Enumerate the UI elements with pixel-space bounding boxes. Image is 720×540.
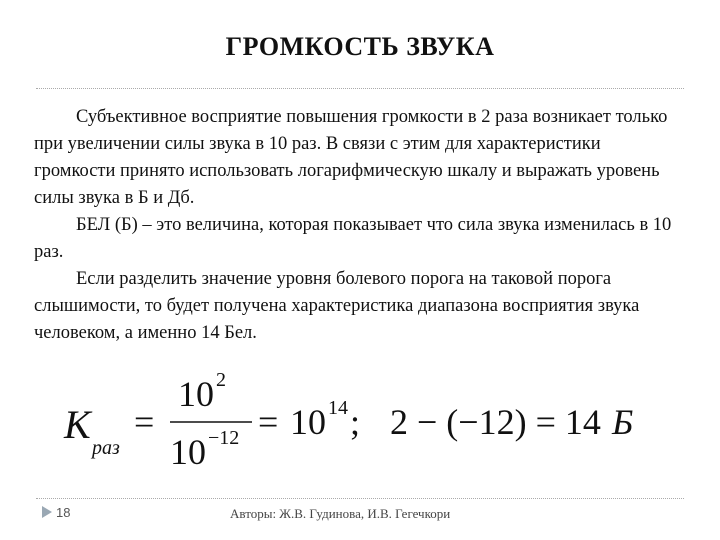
slide-title: ГРОМКОСТЬ ЗВУКА [225, 32, 495, 61]
bottom-divider [36, 498, 684, 499]
top-divider [36, 88, 684, 89]
formula-second-expression: 2 − (−12) = 14 [390, 402, 601, 442]
paragraph-2: БЕЛ (Б) – это величина, которая показывает что сила звука изменилась в 10 раз. [34, 215, 672, 262]
formula-numerator-exponent: 2 [216, 369, 226, 391]
slide-body [34, 104, 680, 347]
formula-k: K [64, 402, 91, 447]
formula-result-base: 10 [290, 402, 326, 442]
footer-authors: Авторы: Ж.В. Гудинова, И.В. Гегечкори [230, 506, 451, 521]
paragraph-3: Если разделить значение уровня болевого порога на таковой порога слышимости, то будет получена характеристика диапазона восприятия звука человеком, а именно 14 Бел. [34, 269, 640, 343]
formula-result-exponent: 14 [328, 397, 348, 419]
formula-k-subscript: раз [92, 437, 120, 459]
formula-denominator-base: 10 [170, 432, 206, 472]
formula-equals-1: = [134, 402, 155, 442]
formula-separator: ; [350, 402, 361, 442]
formula-unit: Б [612, 402, 634, 442]
page-number: 18 [56, 505, 71, 520]
formula-equals-2: = [258, 402, 279, 442]
formula-numerator-base: 10 [178, 374, 214, 414]
footer-bullet-icon [42, 506, 52, 518]
paragraph-1: Субъективное восприятие повышения громкости в 2 раза возникает только при увеличении силы звука в 10 раз. В связи с этим для характеристики громкости принято использовать логарифмическую шкалу и выражать уровень силы звука в Б и Дб. [34, 107, 668, 208]
formula-denominator-exponent: −12 [208, 427, 240, 449]
formula [0, 360, 720, 480]
